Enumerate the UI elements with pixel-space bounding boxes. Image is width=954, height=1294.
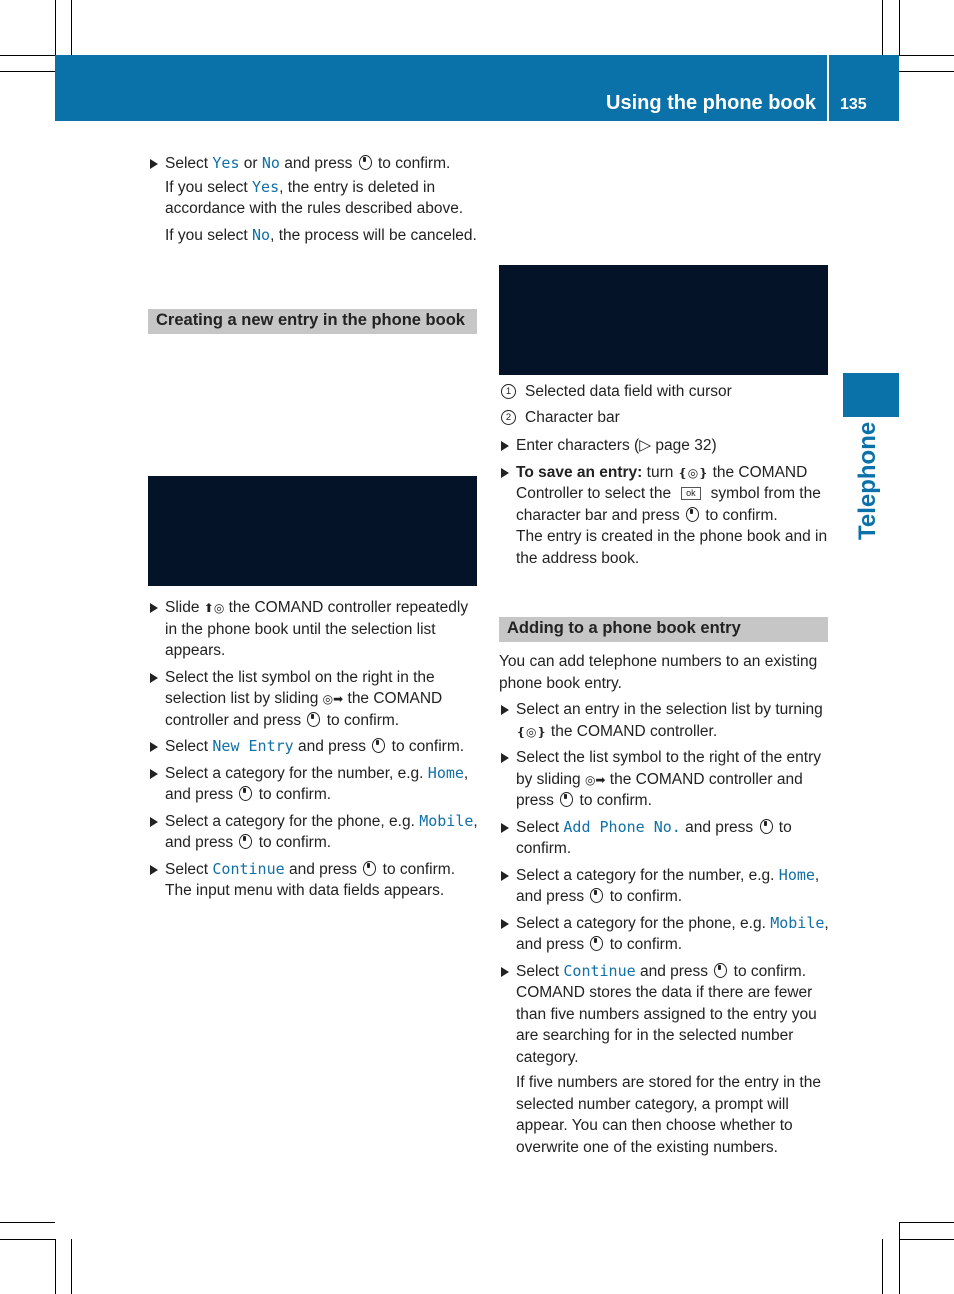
step-list-symbol-right: Select the list symbol to the right of the entry by sliding ◎➡ the COMAND controller and press to confirm. bbox=[499, 747, 831, 812]
press-icon bbox=[714, 963, 727, 978]
crop-mark bbox=[882, 0, 883, 55]
crop-mark bbox=[899, 1222, 954, 1223]
ui-yes: Yes bbox=[212, 154, 240, 172]
display-screenshot-right bbox=[499, 265, 828, 375]
page-ref-arrow-icon: ▷ bbox=[639, 437, 652, 454]
crop-mark bbox=[0, 1222, 55, 1223]
left-steps bbox=[148, 597, 478, 907]
header-divider bbox=[827, 55, 829, 121]
sub-yes: If you select Yes, the entry is deleted in accordance with the rules described above. bbox=[165, 177, 464, 217]
adding-intro: You can add telephone numbers to an existing phone book entry. bbox=[499, 653, 818, 692]
crop-mark bbox=[899, 0, 900, 55]
step-number-category-right: Select a category for the number, e.g. Home, and press to confirm. bbox=[499, 865, 831, 908]
page-number: 135 bbox=[840, 96, 867, 113]
ok-symbol: ok bbox=[681, 487, 701, 500]
right-steps bbox=[499, 651, 831, 1163]
press-icon bbox=[363, 861, 376, 876]
crop-mark bbox=[0, 71, 55, 72]
slide-right-icon: ◎➡ bbox=[584, 772, 606, 787]
crop-mark bbox=[55, 0, 56, 55]
side-tab-marker bbox=[843, 373, 899, 417]
step-continue-result: The input menu with data fields appears. bbox=[165, 882, 445, 899]
step-new-entry: Select New Entry and press to confirm. bbox=[148, 736, 478, 758]
crop-mark bbox=[882, 1239, 883, 1294]
legend-item-1: 1 Selected data field with cursor bbox=[499, 381, 831, 403]
press-icon bbox=[590, 936, 603, 951]
crop-mark bbox=[0, 55, 55, 56]
crop-mark bbox=[0, 1239, 55, 1240]
legend-item-2: 2 Character bar bbox=[499, 407, 831, 429]
page-title: Using the phone book bbox=[606, 92, 816, 114]
crop-mark bbox=[71, 0, 72, 55]
step-continue-result-1: COMAND stores the data if there are fewer than five numbers assigned to the entry you are searching for in the selected number category. bbox=[516, 984, 817, 1066]
step-select-yes-no: Select Yes or No and press to confirm. If you select Yes, the entry is deleted in accordance with the rules described above. If you select No, the process will be canceled. bbox=[148, 153, 478, 246]
ui-no: No bbox=[261, 154, 280, 172]
crop-mark bbox=[55, 1239, 56, 1294]
section-heading-create: Creating a new entry in the phone book bbox=[148, 309, 477, 334]
slide-right-icon: ◎➡ bbox=[322, 692, 344, 706]
display-screenshot-left bbox=[148, 476, 477, 586]
crop-mark bbox=[899, 1222, 900, 1294]
step-continue-result-2: If five numbers are stored for the entry in the selected number category, a prompt will appear. You can then choose whether to overwrite one of the existing numbers. bbox=[516, 1074, 821, 1156]
slide-up-icon: ⬆◎ bbox=[203, 601, 225, 615]
crop-mark bbox=[71, 1239, 72, 1294]
right-column bbox=[499, 381, 831, 574]
press-icon bbox=[372, 738, 385, 753]
side-tab-label: Telephone bbox=[854, 421, 881, 540]
press-icon bbox=[686, 507, 699, 522]
step-save-entry: To save an entry: turn ❴◎❵ the COMAND Controller to select the ok symbol from the character bar and press to confirm. The entry is created in the phone book and in the address book. bbox=[499, 462, 831, 570]
press-icon bbox=[760, 819, 773, 834]
sub-no: If you select No, the process will be canceled. bbox=[165, 225, 477, 244]
step-list-symbol: Select the list symbol on the right in the selection list by sliding ◎➡ the COMAND controller and press to confirm. bbox=[148, 667, 478, 732]
press-icon bbox=[560, 792, 573, 807]
step-enter-characters: Enter characters (▷ page 32) bbox=[499, 435, 831, 457]
step-continue-right: Select Continue and press to confirm. COMAND stores the data if there are fewer than five numbers assigned to the entry you are searching for in the selected number category. If five numbers are stored for the entry in the selected number category, a prompt will appear. You can then choose whether to overwrite one of the existing numbers. bbox=[499, 961, 831, 1159]
press-icon bbox=[307, 712, 320, 727]
left-column bbox=[148, 153, 478, 251]
step-phone-category-right: Select a category for the phone, e.g. Mobile, and press to confirm. bbox=[499, 913, 831, 956]
step-phone-category: Select a category for the phone, e.g. Mobile, and press to confirm. bbox=[148, 811, 478, 854]
step-add-phone-no: Select Add Phone No. and press to confirm. bbox=[499, 817, 831, 860]
step-slide: Slide ⬆◎ the COMAND controller repeatedly in the phone book until the selection list appears. bbox=[148, 597, 478, 662]
press-icon bbox=[239, 834, 252, 849]
crop-mark bbox=[899, 71, 954, 72]
step-select-entry: Select an entry in the selection list by turning ❴◎❵ the COMAND controller. bbox=[499, 699, 831, 742]
press-icon bbox=[359, 155, 372, 170]
crop-mark bbox=[899, 1239, 954, 1240]
press-icon bbox=[590, 888, 603, 903]
crop-mark bbox=[899, 55, 954, 56]
turn-icon: ❴◎❵ bbox=[677, 465, 709, 480]
step-number-category: Select a category for the number, e.g. Home, and press to confirm. bbox=[148, 763, 478, 806]
press-icon bbox=[239, 786, 252, 801]
section-heading-adding: Adding to a phone book entry bbox=[499, 617, 828, 642]
step-continue: Select Continue and press to confirm. The input menu with data fields appears. bbox=[148, 859, 478, 902]
turn-icon: ❴◎❵ bbox=[516, 724, 547, 739]
step-save-result: The entry is created in the phone book and in the address book. bbox=[516, 528, 828, 567]
